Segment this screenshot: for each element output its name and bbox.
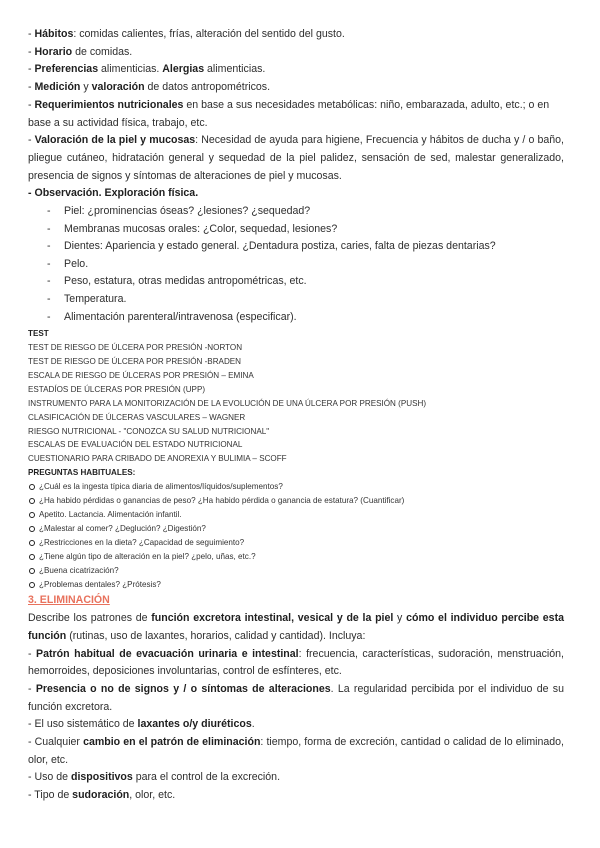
test-item: CLASIFICACIÓN DE ÚLCERAS VASCULARES – WAGNER — [28, 412, 246, 422]
presencia-paragraph: - Presencia o no de signos y / o síntomas de alteraciones. La regularidad percibida por el individuo de su función excretora. — [28, 682, 564, 713]
section-title: 3. ELIMINACIÓN — [28, 594, 110, 607]
dispositivos-text: - Uso de — [28, 771, 71, 784]
question-text: ¿Tiene algún tipo de alteración en la piel? ¿pelo, uñas, etc.? — [39, 551, 256, 561]
valoracion-term: valoración — [91, 81, 145, 94]
circle-bullet-icon — [29, 554, 35, 560]
alergias-term: Alergias — [162, 63, 205, 76]
cambio-term: cambio en el patrón de eliminación — [83, 736, 261, 749]
circle-bullet-icon — [29, 498, 35, 504]
presencia-term: Presencia o no de signos y / o síntomas de alteraciones — [35, 682, 331, 695]
horario-text: de comidas. — [72, 45, 133, 58]
horario-line: - Horario de comidas. — [28, 45, 133, 58]
test-item: CUESTIONARIO PARA CRIBADO DE ANOREXIA Y BULIMIA – SCOFF — [28, 454, 287, 464]
uso-term: laxantes o/y diuréticos — [137, 718, 252, 731]
patron-term: Patrón habitual de evacuación urinaria e intestinal — [36, 647, 299, 660]
circle-bullet-icon — [29, 540, 35, 546]
circle-bullet-icon — [29, 512, 35, 518]
question-text: ¿Malestar al comer? ¿Deglución? ¿Digestión? — [39, 523, 206, 533]
cambio-paragraph — [28, 734, 564, 769]
question-text: ¿Cuál es la ingesta típica diaria de alimentos/líquidos/suplementos? — [39, 482, 283, 492]
tests-block — [28, 327, 564, 466]
observacion-term: - Observación. Exploración física. — [28, 187, 199, 200]
question-text: ¿Ha habido pérdidas o ganancias de peso? ¿Ha habido pérdida o ganancia de estatura? (Cuantificar) — [39, 496, 405, 506]
preferencias-term: Preferencias — [34, 63, 99, 76]
requerimientos-text: en base a sus necesidades metabólicas: niño, embarazada, adulto, etc.; o en base a su actividad física, trabajo, etc. — [28, 98, 550, 129]
document-page — [28, 26, 564, 805]
intro-text: Describe los patrones de — [28, 612, 152, 625]
list-item — [29, 494, 564, 508]
tests-heading: TEST — [28, 329, 49, 339]
intro-text: (rutinas, uso de laxantes, horarios, calidad y cantidad). Incluya: — [66, 629, 366, 642]
intro-term: función excretora intestinal, vesical y de la piel — [151, 612, 394, 625]
piel-term: Valoración de la piel y mucosas — [34, 134, 196, 147]
circle-bullet-icon — [29, 526, 35, 532]
list-item: - Temperatura. — [47, 291, 564, 309]
requerimientos-term: Requerimientos nutricionales — [34, 98, 184, 111]
habitos-term: Hábitos — [34, 28, 74, 40]
sudoracion-line — [28, 787, 564, 805]
sudoracion-term: sudoración — [72, 789, 130, 802]
circle-bullet-icon — [29, 568, 35, 574]
dispositivos-term: dispositivos — [70, 771, 133, 784]
intro-term: cómo el individuo percibe esta función — [28, 612, 564, 642]
intro-text: y — [393, 612, 407, 625]
requerimientos-paragraph: - Requerimientos nutricionales en base a sus necesidades metabólicas: niño, embarazada, adulto, etc.; o en base a su actividad física, trabajo, etc. — [28, 98, 550, 129]
piel-paragraph: - Valoración de la piel y mucosas: Necesidad de ayuda para higiene, Frecuencia y hábitos de ducha y / o baño, pliegue cutáneo, hidratación general y sequedad de la piel palidez, sensación de sed, malestar generalizado, presencia de signos y síntomas de alteraciones de piel y mucosas. — [28, 134, 564, 182]
sudoracion-text: - Tipo de — [28, 789, 73, 802]
uso-line — [28, 716, 564, 734]
question-text: ¿Buena cicatrización? — [39, 565, 119, 575]
habitos-text: : comidas calientes, frías, alteración del sentido del gusto. — [73, 28, 345, 40]
test-item: INSTRUMENTO PARA LA MONITORIZACIÓN DE LA EVOLUCIÓN DE UNA ÚLCERA POR PRESIÓN (PUSH) — [28, 398, 427, 408]
circle-bullet-icon — [29, 484, 35, 490]
medicion-joiner: y — [80, 81, 92, 94]
alergias-text: alimenticias. — [204, 63, 266, 76]
medicion-term: Medición — [34, 81, 81, 94]
question-text: Apetito. Lactancia. Alimentación infantil. — [39, 509, 182, 519]
dispositivos-line — [28, 769, 564, 787]
patron-paragraph: - Patrón habitual de evacuación urinaria e intestinal: frecuencia, características, sudoración, menstruación, hemorroides, deposiciones involuntarias, control de esfínteres, etc. — [28, 647, 564, 678]
list-item: - Membranas mucosas orales: ¿Color, sequedad, lesiones? — [47, 221, 564, 239]
habitos-line: - Hábitos: comidas calientes, frías, alteración del sentido del gusto. — [28, 28, 345, 40]
test-item: ESCALA DE RIESGO DE ÚLCERAS POR PRESIÓN – EMINA — [28, 370, 254, 380]
list-item — [29, 578, 564, 592]
uso-end: . — [251, 718, 255, 731]
list-item — [29, 564, 564, 578]
list-item — [29, 550, 564, 564]
question-text: ¿Restricciones en la dieta? ¿Capacidad de seguimiento? — [39, 537, 245, 547]
cambio-rest: : tiempo, forma de excreción, cantidad o calidad de lo eliminado, olor, etc. — [28, 736, 565, 766]
question-text: ¿Problemas dentales? ¿Prótesis? — [39, 579, 161, 589]
test-item: TEST DE RIESGO DE ÚLCERA POR PRESIÓN -NORTON — [28, 343, 243, 353]
list-item: - Pelo. — [47, 256, 564, 274]
questions-heading: PREGUNTAS HABITUALES: — [28, 468, 136, 478]
preferencias-text: alimenticias. — [98, 63, 163, 76]
uso-text: - El uso sistemático de — [28, 718, 138, 731]
medicion-line: - Medición y valoración de datos antropométricos. — [28, 81, 271, 94]
observacion-heading — [28, 185, 564, 203]
patron-text: : frecuencia, características, sudoración, menstruación, hemorroides, deposiciones involuntarias, control de esfínteres, etc. — [28, 647, 564, 678]
piel-text: : Necesidad de ayuda para higiene, Frecuencia y hábitos de ducha y / o baño, pliegue cutáneo, hidratación general y sequedad de la piel palidez, sensación de sed, malestar generalizado, presencia de signos y síntomas de alteraciones de piel y mucosas. — [28, 134, 564, 182]
horario-term: Horario — [34, 45, 73, 58]
list-item: - Peso, estatura, otras medidas antropométricas, etc. — [47, 273, 564, 291]
test-item: ESCALAS DE EVALUACIÓN DEL ESTADO NUTRICIONAL — [28, 440, 243, 450]
list-item — [29, 536, 564, 550]
preferencias-line: - Preferencias alimenticias. Alergias alimenticias. — [28, 63, 266, 76]
list-item — [29, 508, 564, 522]
sudoracion-rest: , olor, etc. — [129, 789, 176, 802]
test-item: RIESGO NUTRICIONAL - "CONOZCA SU SALUD NUTRICIONAL" — [28, 426, 270, 436]
cambio-text: - Cualquier — [28, 736, 84, 749]
list-item: - Piel: ¿prominencias óseas? ¿lesiones? ¿sequedad? — [47, 203, 564, 221]
list-item: - Alimentación parenteral/intravenosa (especificar). — [47, 309, 564, 327]
circle-bullet-icon — [29, 582, 35, 588]
dispositivos-rest: para el control de la excreción. — [132, 771, 281, 784]
list-item — [29, 480, 564, 494]
list-item — [29, 522, 564, 536]
valoracion-text: de datos antropométricos. — [144, 81, 271, 94]
presencia-text: . La regularidad percibida por el individuo de su función excretora. — [28, 682, 564, 713]
test-item: TEST DE RIESGO DE ÚLCERA POR PRESIÓN -BRADEN — [28, 357, 242, 366]
observation-list — [28, 203, 564, 326]
questions-list — [28, 480, 564, 591]
section-intro — [28, 610, 564, 645]
list-item: - Dientes: Apariencia y estado general. ¿Dentadura postiza, caries, falta de piezas dentarias? — [47, 238, 564, 256]
test-item: ESTADÍOS DE ÚLCERAS POR PRESIÓN (UPP) — [28, 384, 206, 394]
